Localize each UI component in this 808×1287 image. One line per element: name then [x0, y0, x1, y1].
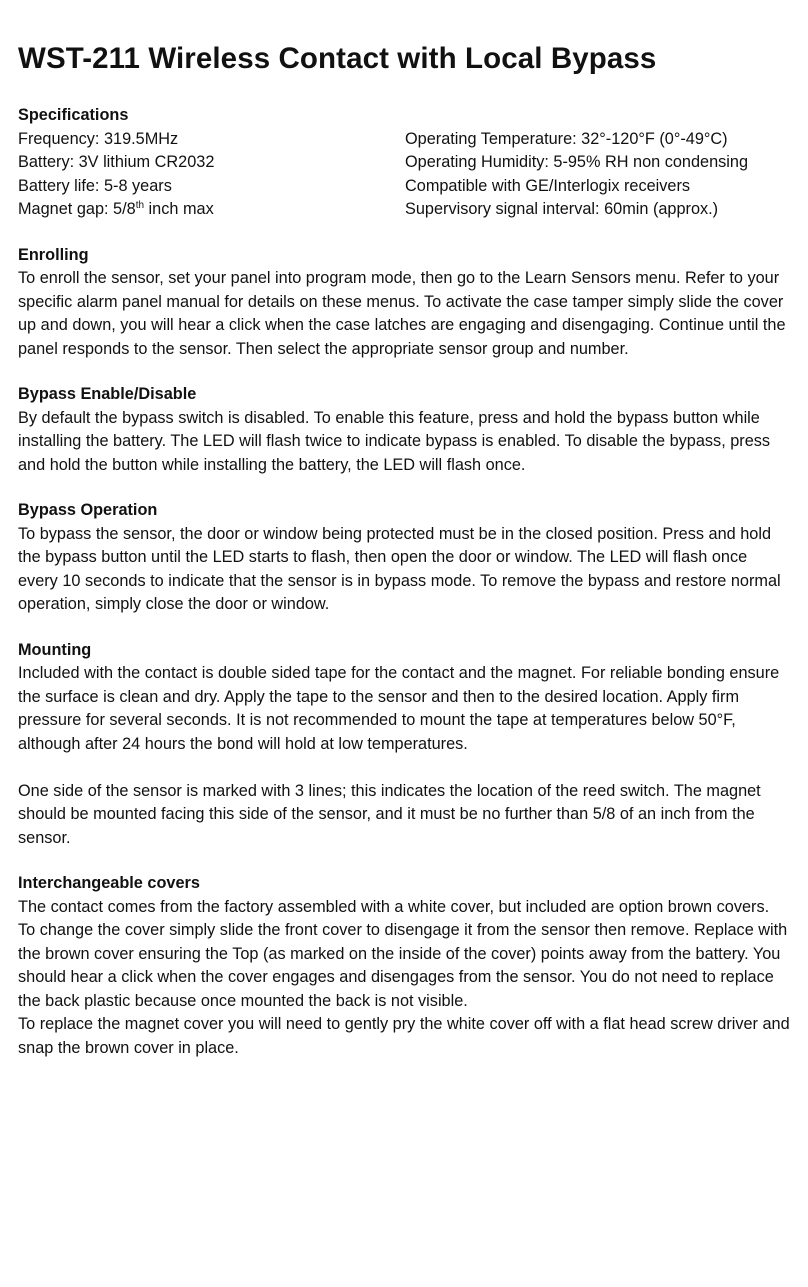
enrolling-section: [18, 244, 790, 362]
mounting-section: [18, 639, 790, 851]
covers-text-1: The contact comes from the factory assembled with a white cover, but included are option brown covers. To change the cover simply slide the front cover to disengage it from the sensor then remove. Replace with the brown cover ensuring the Top (as marked on the inside of the cover) points away from the battery. You should hear a click when the cover engages and disengages from the sensor. You do not need to replace the back plastic because once mounted the back is not visible.: [18, 897, 788, 1010]
bypass-enable-section: [18, 383, 790, 477]
spec-operating-humidity: Operating Humidity: 5-95% RH non condensing: [405, 153, 748, 171]
enrolling-heading: Enrolling: [18, 245, 89, 264]
covers-section: [18, 872, 790, 1060]
bypass-enable-heading: Bypass Enable/Disable: [18, 385, 197, 403]
spec-operating-temperature: Operating Temperature: 32°-120°F (0°-49°C): [405, 129, 728, 148]
spec-magnet-gap-superscript: th: [135, 200, 145, 211]
spec-battery-life: Battery life: 5-8 years: [18, 176, 172, 195]
spec-frequency: Frequency: 319.5MHz: [18, 129, 179, 148]
specifications-heading: Specifications: [18, 106, 129, 124]
spec-compatibility: Compatible with GE/Interlogix receivers: [405, 176, 691, 195]
spec-supervisory-interval: Supervisory signal interval: 60min (approx.): [405, 200, 719, 218]
spec-battery: Battery: 3V lithium CR2032: [18, 153, 215, 171]
mounting-heading: Mounting: [18, 640, 92, 659]
specifications-section: [18, 104, 790, 222]
enrolling-text: To enroll the sensor, set your panel into program mode, then go to the Learn Sensors menu. Refer to your specific alarm panel manual for details on these menus. To activate the case tamper simply slide the cover up and down, you will hear a click when the case latches are engaging and disengaging. Continue until the panel responds to the sensor. Then select the appropriate sensor group and number.: [18, 269, 786, 358]
document-page: [18, 40, 790, 1082]
bypass-enable-text: By default the bypass switch is disabled. To enable this feature, press and hold the bypass button while installing the battery. The LED will flash twice to indicate bypass is enabled. To disable the bypass, press and hold the button while installing the battery, the LED will flash once.: [18, 408, 771, 474]
mounting-text-1: Included with the contact is double sided tape for the contact and the magnet. For reliable bonding ensure the surface is clean and dry. Apply the tape to the sensor and then to the desired location. Apply firm pressure for several seconds. It is not recommended to mount the tape at temperatures below 50°F, although after 24 hours the bond will hold at low temperatures.: [18, 664, 780, 753]
specifications-table: [18, 128, 790, 222]
spec-magnet-gap-prefix: Magnet gap: 5/8: [18, 200, 136, 218]
covers-heading: Interchangeable covers: [18, 874, 200, 892]
bypass-operation-section: [18, 499, 790, 617]
bypass-operation-text: To bypass the sensor, the door or window being protected must be in the closed position. Press and hold the bypass button until the LED starts to flash, then open the door or window. The LED will flash once every 10 seconds to indicate that the sensor is in bypass mode. To remove the bypass and restore normal operation, simply close the door or window.: [18, 524, 781, 613]
spec-magnet-gap-suffix: inch max: [144, 200, 214, 218]
spec-magnet-gap: [18, 198, 405, 222]
document-title: WST-211 Wireless Contact with Local Bypass: [18, 42, 657, 75]
covers-text-2: To replace the magnet cover you will need to gently pry the white cover off with a flat head screw driver and snap the brown cover in place.: [18, 1015, 790, 1057]
mounting-text-2: One side of the sensor is marked with 3 lines; this indicates the location of the reed switch. The magnet should be mounted facing this side of the sensor, and it must be no further than 5/8 of an inch from the sensor.: [18, 781, 761, 847]
bypass-operation-heading: Bypass Operation: [18, 501, 158, 519]
